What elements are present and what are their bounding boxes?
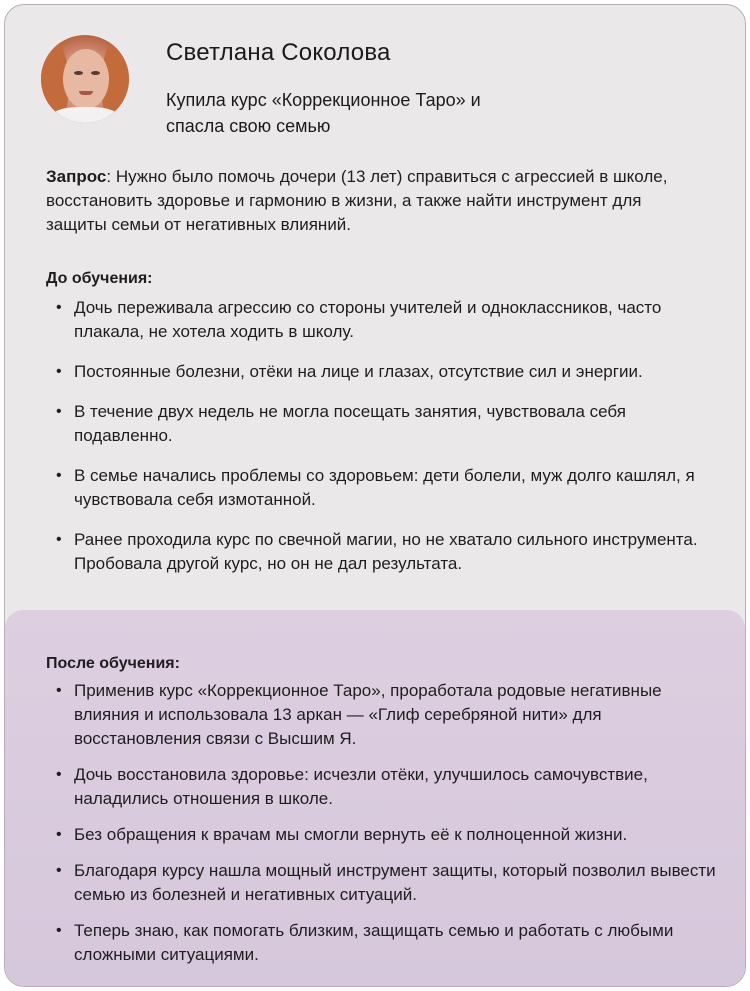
list-item: • Ранее проходила курс по свечной магии, но не хватало сильного инструмента. Пробовала другой курс, но он не дал результата.	[46, 528, 726, 576]
list-item: • Постоянные болезни, отёки на лице и глазах, отсутствие сил и энергии.	[46, 360, 726, 384]
before-title: До обучения:	[46, 270, 153, 287]
list-item: • В семье начались проблемы со здоровьем: дети болели, муж долго кашлял, я чувствовала себя измотанной.	[46, 464, 726, 512]
list-item: • Благодаря курсу нашла мощный инструмент защиты, который позволил вывести семью из болезней и негативных ситуаций.	[46, 859, 726, 907]
after-title: После обучения:	[46, 655, 180, 672]
author-subtitle: Купила курс «Коррекционное Таро» и спасла свою семью	[166, 90, 481, 136]
list-item: • Теперь знаю, как помогать близким, защищать семью и работать с любыми сложными ситуациями.	[46, 919, 726, 967]
list-item: • Без обращения к врачам мы смогли вернуть её к полноценной жизни.	[46, 823, 726, 847]
avatar	[41, 35, 129, 123]
list-item: • Применив курс «Коррекционное Таро», проработала родовые негативные влияния и использовала 13 аркан — «Глиф серебряной нити» для восстановления связи с Высшим Я.	[46, 679, 726, 751]
list-item: • Дочь переживала агрессию со стороны учителей и одноклассников, часто плакала, не хотела ходить в школу.	[46, 296, 726, 344]
request-label: Запрос	[46, 167, 107, 186]
after-section	[5, 610, 745, 987]
before-list	[46, 296, 726, 592]
request-block	[46, 165, 706, 237]
after-list	[46, 679, 726, 979]
author-name: Светлана Соколова	[166, 39, 391, 66]
testimonial-card	[4, 4, 746, 987]
list-item: • В течение двух недель не могла посещать занятия, чувствовала себя подавленно.	[46, 400, 726, 448]
request-body: : Нужно было помочь дочери (13 лет) справиться с агрессией в школе, восстановить здоровье и гармонию в жизни, а также найти инструмент для защиты семьи от негативных влияний.	[46, 167, 668, 234]
list-item: • Дочь восстановила здоровье: исчезли отёки, улучшилось самочувствие, наладились отношения в школе.	[46, 763, 726, 811]
testimonial-header	[5, 5, 745, 145]
request-text	[46, 165, 706, 237]
